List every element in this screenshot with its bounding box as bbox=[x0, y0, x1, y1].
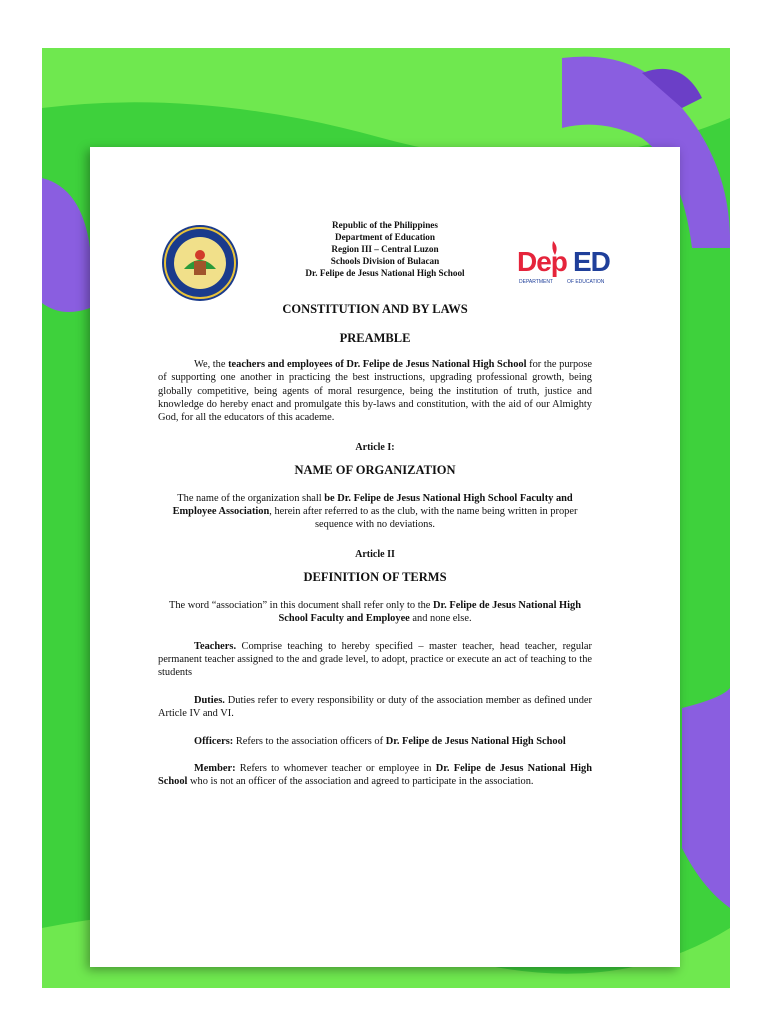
svg-text:Dep: Dep bbox=[517, 246, 567, 277]
document-body bbox=[158, 303, 592, 789]
header-line-2: Department of Education bbox=[334, 232, 436, 242]
duties-definition: Duties. Duties refer to every responsibility or duty of the association member as defined under Article IV and VI. bbox=[158, 694, 592, 720]
officers-definition: Officers: Refers to the association officers of Dr. Felipe de Jesus National High School bbox=[194, 735, 566, 747]
deped-logo bbox=[515, 235, 625, 295]
svg-text:OF EDUCATION: OF EDUCATION bbox=[567, 279, 605, 285]
organization-name-paragraph: The name of the organization shall be Dr. Felipe de Jesus National High School Faculty and Employee Association, herein after referred to as the club, with the name being written in proper sequence with no deviations. bbox=[172, 492, 578, 531]
article-2-label: Article II bbox=[355, 548, 395, 560]
document-page bbox=[90, 147, 680, 967]
svg-text:ED: ED bbox=[573, 246, 610, 277]
member-definition: Member: Refers to whomever teacher or employee in Dr. Felipe de Jesus National High School who is not an officer of the association and agreed to participate in the association. bbox=[158, 762, 592, 788]
purple-blob-right bbox=[682, 688, 730, 908]
document-title: CONSTITUTION AND BY LAWS bbox=[282, 302, 468, 316]
teachers-definition: Teachers. Comprise teaching to hereby specified – master teacher, head teacher, regular permanent teacher assigned to the and grade level, to adopt, practice or execute an act of teaching to the students bbox=[158, 640, 592, 679]
header-line-3: Region III – Central Luzon bbox=[331, 244, 439, 254]
header-line-1: Republic of the Philippines bbox=[332, 220, 438, 230]
association-definition: The word “association” in this document shall refer only to the Dr. Felipe de Jesus National High School Faculty and Employee and none else. bbox=[168, 599, 581, 625]
article-1-label: Article I: bbox=[355, 441, 395, 453]
purple-blob-left bbox=[42, 178, 90, 312]
preamble-heading: PREAMBLE bbox=[339, 331, 411, 346]
header-line-4: Schools Division of Bulacan bbox=[330, 256, 440, 266]
article-2-heading: DEFINITION OF TERMS bbox=[303, 570, 447, 585]
letterhead bbox=[90, 219, 680, 299]
header-line-5: Dr. Felipe de Jesus National High School bbox=[305, 268, 465, 278]
article-1-heading: NAME OF ORGANIZATION bbox=[294, 463, 456, 478]
svg-text:DEPARTMENT: DEPARTMENT bbox=[519, 279, 553, 285]
preamble-paragraph: We, the teachers and employees of Dr. Felipe de Jesus National High School for the purpose of supporting one another in practicing the best instructions, upgrading professional growth, being globally competitive, being agents of moral resurgence, being the institution of truth, justice and knowledge do hereby enact and promulgate this by-laws and constitution, with the aid of our Almighty God, for all the educators of this academe. bbox=[158, 358, 593, 424]
